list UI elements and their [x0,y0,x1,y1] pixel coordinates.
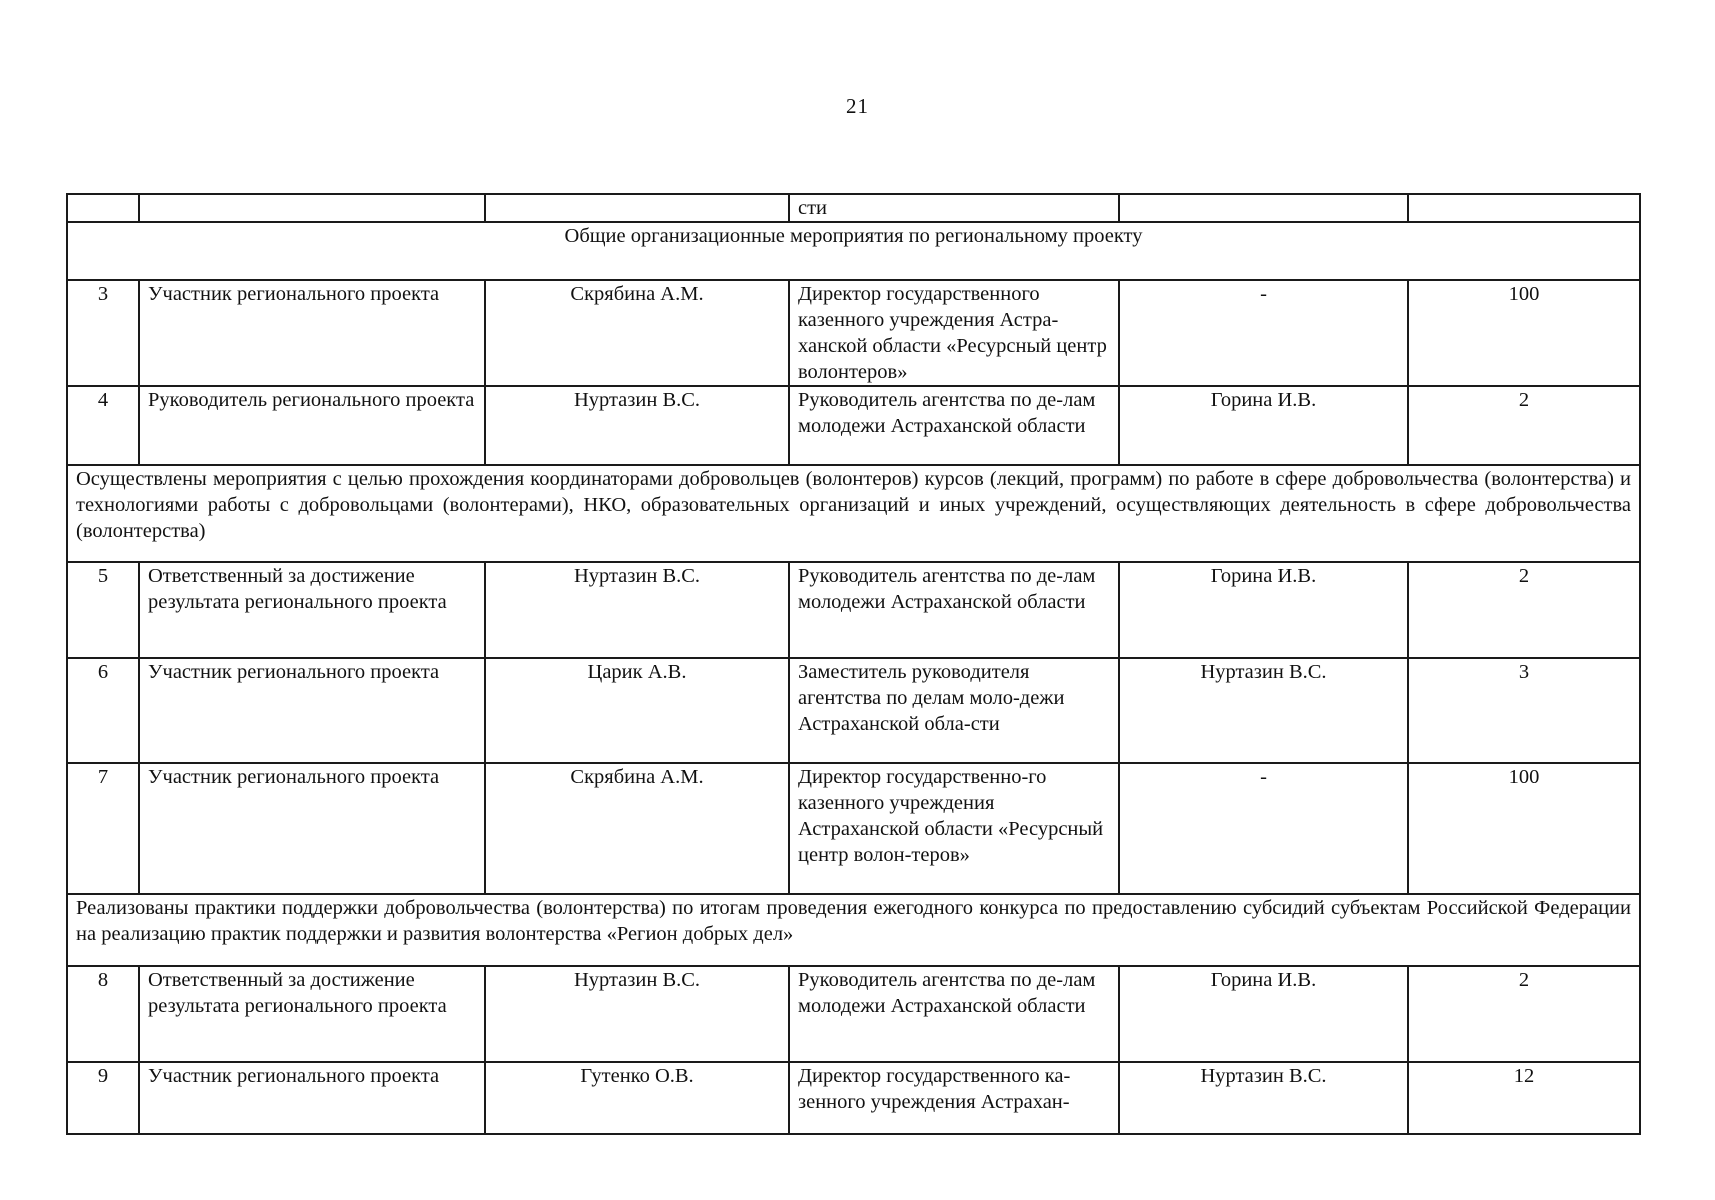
cell-supervisor: Нуртазин В.С. [1119,658,1408,763]
cell-num: 9 [67,1062,139,1134]
table-row [67,763,1640,894]
cell-name: Скрябина А.М. [485,280,789,386]
cell-share: 2 [1408,562,1640,658]
cell-num: 5 [67,562,139,658]
cell-share: 2 [1408,966,1640,1062]
cell-position: Заместитель руководителя агентства по делам моло-дежи Астраханской обла-сти [789,658,1119,763]
cell-role: Участник регионального проекта [139,280,485,386]
cell-num: 3 [67,280,139,386]
cell-role: Ответственный за достижение результата регионального проекта [139,562,485,658]
cell-share: 3 [1408,658,1640,763]
cell-supervisor [1119,194,1408,222]
table-row-continuation [67,194,1640,222]
cell-name [485,194,789,222]
cell-role [139,194,485,222]
responsibility-table [66,193,1641,1135]
cell-role: Участник регионального проекта [139,763,485,894]
cell-role: Руководитель регионального проекта [139,386,485,465]
cell-position: Руководитель агентства по де-лам молодежи Астраханской области [789,386,1119,465]
cell-supervisor: Горина И.В. [1119,562,1408,658]
cell-share: 100 [1408,280,1640,386]
cell-name: Нуртазин В.С. [485,386,789,465]
cell-name: Царик А.В. [485,658,789,763]
cell-position: сти [789,194,1119,222]
cell-supervisor: Горина И.В. [1119,386,1408,465]
section-header-row [67,465,1640,562]
cell-share: 12 [1408,1062,1640,1134]
table-row [67,562,1640,658]
cell-share: 100 [1408,763,1640,894]
section-title: Осуществлены мероприятия с целью прохождения координаторами добровольцев (волонтеров) курсов (лекций, программ) по работе в сфере добровольчества (волонтерства) и технологиями работы с добровольцами (волонтерами), НКО, образовательных организаций и иных учреждений, осуществляющих деятельность в сфере добровольчества (волонтерства) [67,465,1640,562]
cell-share [1408,194,1640,222]
section-title: Общие организационные мероприятия по региональному проекту [67,222,1640,280]
cell-position: Директор государственного казенного учреждения Астра-ханской области «Ресурсный центр волонтеров» [789,280,1119,386]
cell-share: 2 [1408,386,1640,465]
cell-name: Скрябина А.М. [485,763,789,894]
table-row [67,280,1640,386]
cell-role: Участник регионального проекта [139,658,485,763]
cell-supervisor: - [1119,280,1408,386]
cell-num: 6 [67,658,139,763]
cell-num: 8 [67,966,139,1062]
cell-supervisor: Нуртазин В.С. [1119,1062,1408,1134]
table-row [67,966,1640,1062]
section-header-row [67,894,1640,966]
cell-name: Гутенко О.В. [485,1062,789,1134]
cell-supervisor: - [1119,763,1408,894]
section-header-row [67,222,1640,280]
cell-position: Руководитель агентства по де-лам молодежи Астраханской области [789,562,1119,658]
table-row [67,386,1640,465]
cell-position: Руководитель агентства по де-лам молодежи Астраханской области [789,966,1119,1062]
cell-supervisor: Горина И.В. [1119,966,1408,1062]
table-row [67,658,1640,763]
table-row [67,1062,1640,1134]
cell-name: Нуртазин В.С. [485,562,789,658]
cell-num [67,194,139,222]
cell-position: Директор государственно-го казенного учреждения Астраханской области «Ресурсный центр волон-теров» [789,763,1119,894]
cell-num: 7 [67,763,139,894]
cell-role: Ответственный за достижение результата регионального проекта [139,966,485,1062]
cell-position: Директор государственного ка-зенного учреждения Астрахан- [789,1062,1119,1134]
page-number: 21 [846,94,869,118]
cell-num: 4 [67,386,139,465]
section-title: Реализованы практики поддержки добровольчества (волонтерства) по итогам проведения ежегодного конкурса по предоставлению субсидий субъектам Российской Федерации на реализацию практик поддержки и развития волонтерства «Регион добрых дел» [67,894,1640,966]
cell-name: Нуртазин В.С. [485,966,789,1062]
cell-role: Участник регионального проекта [139,1062,485,1134]
